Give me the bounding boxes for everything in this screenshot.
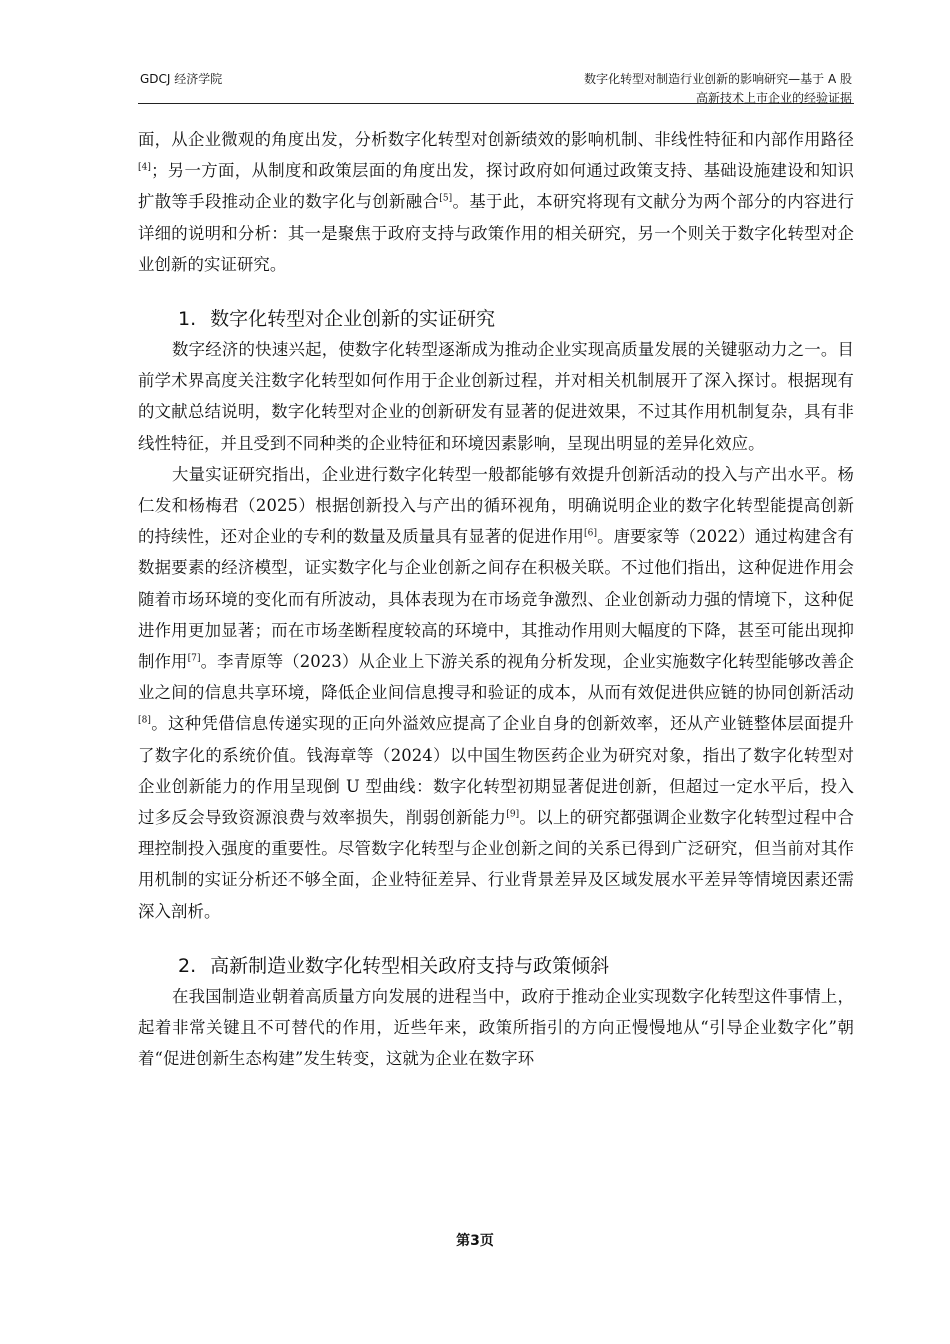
section-number: 1. — [178, 308, 197, 331]
header-divider — [138, 103, 854, 104]
text-run: ；另一方面，从制度和政策层面的角度出发，探讨政府如何通过政策支持、基础设施建设和知识扩散等手段推动企业的数字化与创新融合 — [138, 161, 854, 212]
header-title-line2: 高新技术上市企业的经验证据 — [695, 91, 852, 105]
citation: [7] — [187, 653, 201, 664]
section2-paragraph-1: 在我国制造业朝着高质量方向发展的进程当中，政府于推动企业实现数字化转型这件事情上，起着非常关键且不可替代的作用，近些年来，政策所指引的方向正慢慢地从“引导企业数字化”朝着“促进创新生态构建”发生转变，这就为企业在数字环 — [138, 986, 854, 1069]
section1-paragraph-1: 数字经济的快速兴起，使数字化转型逐渐成为推动企业实现高质量发展的关键驱动力之一。目前学术界高度关注数字化转型如何作用于企业创新过程，并对相关机制展开了深入探讨。根据现有的文献总结说明，数字化转型对企业的创新研发有显著的促进效果，不过其作用机制复杂，具有非线性特征，并且受到不同种类的企业特征和环境因素影响，呈现出明显的差异化效应。 — [138, 340, 854, 453]
header-institution: GDCJ 经济学院 — [140, 72, 223, 86]
intro-paragraph — [138, 124, 854, 280]
section-title: 数字化转型对企业创新的实证研究 — [210, 308, 496, 331]
section-number: 2. — [178, 954, 197, 977]
citation: [8] — [138, 715, 152, 726]
text-run: 。以上的研究都强调企业数字化转型过程中合理控制投入强度的重要性。尽管数字化转型与企业创新之间的关系已得到广泛研究，但当前对其作用机制的实证分析还不够全面，企业特征差异、行业背景差异及区域发展水平差异等情境因素还需深入剖析。 — [138, 808, 854, 921]
page-body — [138, 124, 854, 1074]
section-title: 高新制造业数字化转型相关政府支持与政策倾斜 — [210, 954, 610, 977]
text-run: 。唐要家等（2022）通过构建含有数据要素的经济模型，证实数字化与企业创新之间存在积极关联。不过他们指出，这种促进作用会随着市场环境的变化而有所波动，具体表现为在市场竞争激烈、企业创新动力强的情境下，这种促进作用更加显著；而在市场垄断程度较高的环境中，其推动作用则大幅度的下降，甚至可能出现抑制作用 — [138, 527, 854, 672]
text-run: 。基于此，本研究将现有文献分为两个部分的内容进行详细的说明和分析：其一是聚焦于政府支持与政策作用的相关研究，另一个则关于数字化转型对企业创新的实证研究。 — [138, 192, 854, 274]
citation: [5] — [439, 193, 453, 204]
text-run: 。李青原等（2023）从企业上下游关系的视角分析发现，企业实施数字化转型能够改善企业之间的信息共享环境，降低企业间信息搜寻和验证的成本，从而有效促进供应链的协同创新活动 — [138, 652, 854, 703]
header-title-line1: 数字化转型对制造行业创新的影响研究—基于 A 股 — [584, 72, 852, 86]
citation: [4] — [138, 162, 152, 173]
citation: [6] — [584, 528, 598, 539]
text-run: 大量实证研究指出，企业进行数字化转型一般都能够有效提升创新活动的投入与产出水平。杨仁发和杨梅君（2025）根据创新投入与产出的循环视角，明确说明企业的数字化转型能提高创新的持续性，还对企业的专利的数量及质量具有显著的促进作用 — [138, 464, 854, 547]
citation: [9] — [506, 809, 520, 820]
text-run: 面，从企业微观的角度出发，分析数字化转型对创新绩效的影响机制、非线性特征和内部作用路径 — [138, 130, 854, 149]
section-heading-1 — [138, 304, 854, 334]
section1-paragraph-2 — [138, 459, 854, 927]
page-number: 第3页 — [456, 1233, 494, 1249]
text-run: 。这种凭借信息传递实现的正向外溢效应提高了企业自身的创新效率，还从产业链整体层面提升了数字化的系统价值。钱海章等（2024）以中国生物医药企业为研究对象，指出了数字化转型对企业创新能力的作用呈现倒 U 型曲线：数字化转型初期显著促进创新，但超过一定水平后，投入过多反会导致资源浪费与效率损失，削弱创新能力 — [138, 714, 854, 828]
section-heading-2 — [138, 951, 854, 981]
